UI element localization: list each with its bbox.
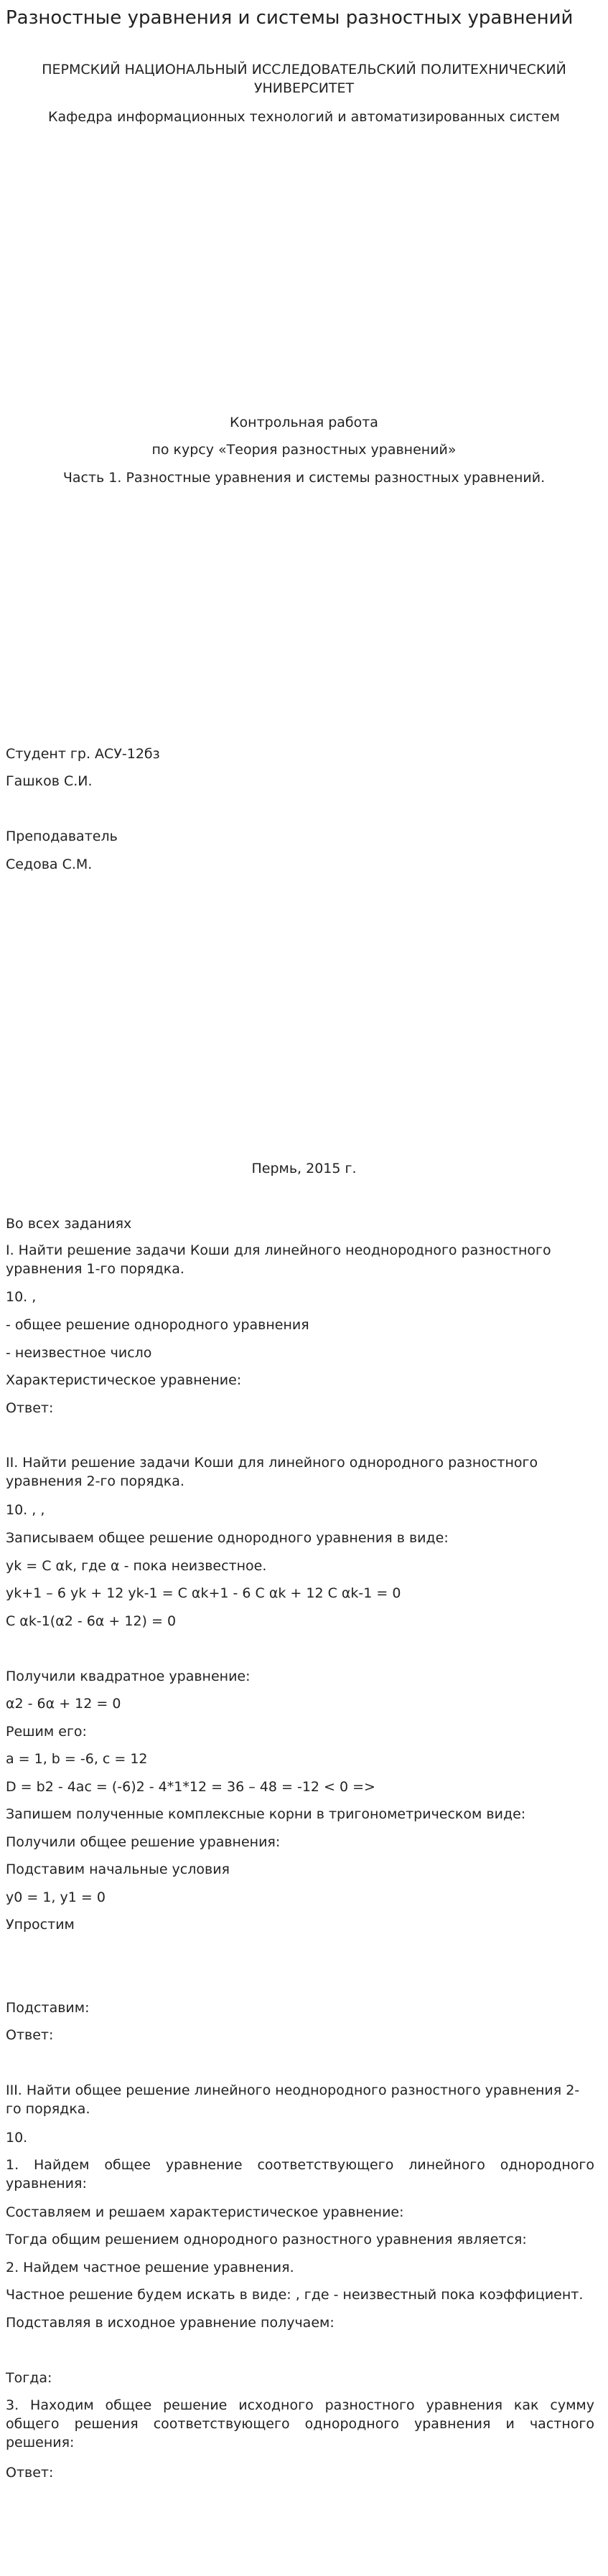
intro-text: Во всех заданиях — [6, 1216, 132, 1232]
work-type: Контрольная работа — [230, 415, 378, 430]
department-name: Кафедра информационных технологий и автоматизированных систем — [48, 109, 560, 125]
task2-line-10: Запишем полученные комплексные корни в тригонометрическом виде: — [6, 1806, 526, 1822]
part-title: Часть 1. Разностные уравнения и системы разностных уравнений. — [62, 470, 546, 486]
task2-line-13: y0 = 1, y1 = 0 — [6, 1889, 106, 1905]
task2-line-2: yk = C αk, где α - пока неизвестное. — [6, 1558, 267, 1574]
task3-answer: Ответ: — [6, 2465, 54, 2481]
teacher-label: Преподаватель — [6, 829, 118, 844]
task2-variant: 10. , , — [6, 1502, 45, 1518]
task3-heading: III. Найти общее решение линейного неоднородного разностного уравнения 2-го порядка. — [6, 2082, 580, 2117]
task1-answer: Ответ: — [6, 1400, 54, 1416]
task2-answer: Ответ: — [6, 2027, 54, 2043]
university-name: ПЕРМСКИЙ НАЦИОНАЛЬНЫЙ ИССЛЕДОВАТЕЛЬСКИЙ ПОЛИТЕХНИЧЕСКИЙ УНИВЕРСИТЕТ — [42, 62, 566, 96]
task3-line-1: Составляем и решаем характеристическое уравнение: — [6, 2204, 404, 2220]
task2-line-5: Получили квадратное уравнение: — [6, 1669, 251, 1684]
task2-heading: II. Найти решение задачи Коши для линейного однородного разностного уравнения 2-го порядка. — [6, 1455, 538, 1489]
teacher-name: Седова С.М. — [6, 857, 93, 872]
task1-line-2: - неизвестное число — [6, 1345, 152, 1361]
task1-variant: 10. , — [6, 1289, 37, 1305]
task2-line-9: D = b2 - 4ac = (-6)2 - 4*1*12 = 36 – 48 = -12 < 0 => — [6, 1779, 375, 1795]
task1-line-3: Характеристическое уравнение: — [6, 1372, 242, 1388]
task2-line-12: Подставим начальные условия — [6, 1862, 230, 1877]
task3-variant: 10. — [6, 2130, 28, 2146]
task3-line-5: Тогда: — [6, 2370, 52, 2386]
task2-line-7: Решим его: — [6, 1724, 87, 1740]
task2-line-3: yk+1 – 6 yk + 12 yk-1 = C αk+1 - 6 C αk + 12 C αk-1 = 0 — [6, 1585, 401, 1601]
task3-line-2: Тогда общим решением однородного разностного уравнения является: — [6, 2232, 527, 2247]
task3-step-2: 2. Найдем частное решение уравнения. — [6, 2260, 294, 2275]
city-year: Пермь, 2015 г. — [251, 1161, 357, 1176]
student-name: Гашков С.И. — [6, 773, 93, 789]
task3-step-3: 3. Находим общее решение исходного разностного уравнения как сумму общего решения соответствующего однородного уравнения и частного решения: — [6, 2397, 594, 2450]
task3-line-3: Частное решение будем искать в виде: , где - неизвестный пока коэффициент. — [6, 2287, 584, 2303]
student-label: Студент гр. АСУ-12бз — [6, 746, 160, 762]
task2-line-4: C αk-1(α2 - 6α + 12) = 0 — [6, 1613, 177, 1629]
task1-heading: I. Найти решение задачи Коши для линейного неоднородного разностного уравнения 1-го порядка. — [6, 1242, 551, 1277]
course-name: по курсу «Теория разностных уравнений» — [151, 442, 457, 458]
task3-step-1: 1. Найдем общее уравнение соответствующего линейного однородного уравнения: — [6, 2157, 594, 2192]
task2-line-14: Упростим — [6, 1917, 75, 1933]
task2-line-6: α2 - 6α + 12 = 0 — [6, 1696, 121, 1712]
task2-line-11: Получили общее решение уравнения: — [6, 1834, 281, 1850]
task1-line-1: - общее решение однородного уравнения — [6, 1317, 309, 1333]
document-title: Разностные уравнения и системы разностных уравнений — [6, 7, 574, 29]
task2-line-15: Подставим: — [6, 2000, 90, 2016]
task3-line-4: Подставляя в исходное уравнение получаем: — [6, 2315, 335, 2331]
task2-line-1: Записываем общее решение однородного уравнения в виде: — [6, 1530, 449, 1546]
task2-line-8: a = 1, b = -6, c = 12 — [6, 1751, 148, 1767]
